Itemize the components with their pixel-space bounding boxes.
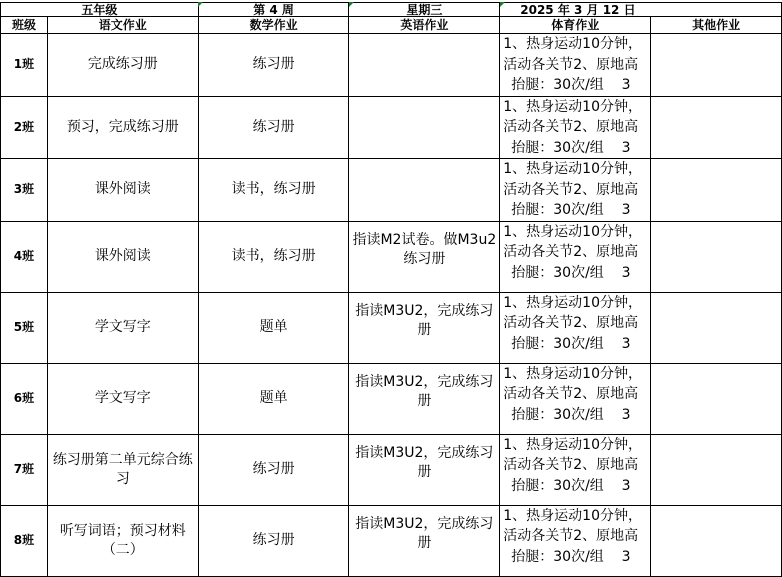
pe-line: 活动各关节2、原地高 xyxy=(503,181,639,198)
math-cell[interactable]: 读书，练习册 xyxy=(198,159,349,222)
pe-line: 1、热身运动10分钟， xyxy=(503,98,642,115)
pe-line: 抬腿：30次/组 3 xyxy=(511,139,631,156)
math-cell[interactable]: 练习册 xyxy=(198,505,349,576)
pe-line: 抬腿：30次/组 3 xyxy=(511,77,631,93)
math-cell[interactable]: 读书，练习册 xyxy=(198,221,349,292)
col-header-class[interactable]: 班级 xyxy=(1,17,48,34)
other-cell[interactable] xyxy=(651,434,782,505)
english-cell[interactable] xyxy=(349,159,500,222)
pe-line: 1、热身运动10分钟， xyxy=(503,161,642,177)
math-cell[interactable]: 练习册 xyxy=(198,434,349,505)
title-row xyxy=(1,3,782,17)
pe-line: 1、热身运动10分钟， xyxy=(503,294,642,311)
table-row xyxy=(1,221,782,292)
chinese-cell[interactable]: 学文写字 xyxy=(47,292,198,363)
chinese-cell[interactable]: 课外阅读 xyxy=(47,159,198,222)
table-row xyxy=(1,292,782,363)
pe-line: 1、热身运动10分钟， xyxy=(503,436,642,453)
table-row xyxy=(1,434,782,505)
class-cell[interactable]: 7班 xyxy=(1,434,48,505)
pe-line: 1、热身运动10分钟， xyxy=(503,507,642,524)
english-cell[interactable]: 指读M3U2，完成练习册 xyxy=(349,434,500,505)
pe-line: 活动各关节2、原地高 xyxy=(503,386,639,402)
pe-line: 活动各关节2、原地高 xyxy=(503,315,639,331)
other-cell[interactable] xyxy=(651,505,782,576)
chinese-cell[interactable]: 练习册第二单元综合练习 xyxy=(47,434,198,505)
pe-cell[interactable] xyxy=(500,96,651,159)
col-header-pe[interactable]: 体育作业 xyxy=(500,17,651,34)
pe-cell[interactable] xyxy=(500,505,651,576)
english-cell[interactable]: 指读M3U2，完成练习册 xyxy=(349,292,500,363)
math-cell[interactable]: 题单 xyxy=(198,363,349,434)
pe-cell[interactable] xyxy=(500,434,651,505)
math-cell[interactable]: 练习册 xyxy=(198,34,349,97)
other-cell[interactable] xyxy=(651,34,782,97)
class-cell[interactable]: 3班 xyxy=(1,159,48,222)
chinese-cell[interactable]: 听写词语；预习材料（二） xyxy=(47,505,198,576)
table-row xyxy=(1,96,782,159)
col-header-english[interactable]: 英语作业 xyxy=(349,17,500,34)
class-cell[interactable]: 5班 xyxy=(1,292,48,363)
comment-marker-icon xyxy=(349,2,354,7)
col-header-chinese[interactable]: 语文作业 xyxy=(47,17,198,34)
other-cell[interactable] xyxy=(651,363,782,434)
col-header-other[interactable]: 其他作业 xyxy=(651,17,782,34)
chinese-cell[interactable]: 预习，完成练习册 xyxy=(47,96,198,159)
pe-line: 抬腿：30次/组 3 xyxy=(511,477,631,494)
pe-line: 活动各关节2、原地高 xyxy=(503,119,639,135)
math-cell[interactable]: 练习册 xyxy=(198,96,349,159)
table-row xyxy=(1,159,782,222)
pe-line: 抬腿：30次/组 3 xyxy=(511,335,631,352)
math-cell[interactable]: 题单 xyxy=(198,292,349,363)
homework-table xyxy=(0,2,782,577)
class-cell[interactable]: 8班 xyxy=(1,505,48,576)
table-row xyxy=(1,34,782,97)
weekday-cell[interactable]: 星期三 xyxy=(349,3,500,17)
col-header-math[interactable]: 数学作业 xyxy=(198,17,349,34)
class-cell[interactable]: 6班 xyxy=(1,363,48,434)
english-cell[interactable] xyxy=(349,34,500,97)
class-cell[interactable]: 4班 xyxy=(1,221,48,292)
pe-line: 1、热身运动10分钟， xyxy=(503,36,642,52)
pe-line: 抬腿：30次/组 3 xyxy=(511,264,631,281)
pe-cell[interactable] xyxy=(500,221,651,292)
other-cell[interactable] xyxy=(651,96,782,159)
date-cell[interactable]: 2025 年 3 月 12 日 xyxy=(500,3,782,17)
pe-line: 抬腿：30次/组 3 xyxy=(511,548,631,565)
other-cell[interactable] xyxy=(651,292,782,363)
comment-marker-icon xyxy=(198,2,203,7)
pe-line: 抬腿：30次/组 3 xyxy=(511,406,631,423)
comment-marker-icon xyxy=(500,2,505,7)
pe-line: 活动各关节2、原地高 xyxy=(503,244,639,260)
pe-line: 活动各关节2、原地高 xyxy=(503,528,639,544)
class-cell[interactable]: 2班 xyxy=(1,96,48,159)
week-cell[interactable]: 第 4 周 xyxy=(198,3,349,17)
column-header-row xyxy=(1,17,782,34)
english-cell[interactable]: 指读M3U2，完成练习册 xyxy=(349,505,500,576)
english-cell[interactable]: 指读M2试卷。做M3u2练习册 xyxy=(349,221,500,292)
other-cell[interactable] xyxy=(651,221,782,292)
pe-cell[interactable] xyxy=(500,34,651,97)
class-cell[interactable]: 1班 xyxy=(1,34,48,97)
english-cell[interactable] xyxy=(349,96,500,159)
pe-cell[interactable] xyxy=(500,363,651,434)
chinese-cell[interactable]: 课外阅读 xyxy=(47,221,198,292)
chinese-cell[interactable]: 完成练习册 xyxy=(47,34,198,97)
pe-cell[interactable] xyxy=(500,292,651,363)
pe-line: 活动各关节2、原地高 xyxy=(503,56,639,73)
grade-cell[interactable]: 五年级 xyxy=(1,3,199,17)
pe-line: 1、热身运动10分钟， xyxy=(503,365,642,382)
pe-cell[interactable] xyxy=(500,159,651,222)
table-row xyxy=(1,505,782,576)
pe-line: 活动各关节2、原地高 xyxy=(503,457,639,473)
pe-line: 抬腿：30次/组 3 xyxy=(511,202,631,218)
other-cell[interactable] xyxy=(651,159,782,222)
table-row xyxy=(1,363,782,434)
chinese-cell[interactable]: 学文写字 xyxy=(47,363,198,434)
english-cell[interactable]: 指读M3U2，完成练习册 xyxy=(349,363,500,434)
pe-line: 1、热身运动10分钟， xyxy=(503,223,642,240)
